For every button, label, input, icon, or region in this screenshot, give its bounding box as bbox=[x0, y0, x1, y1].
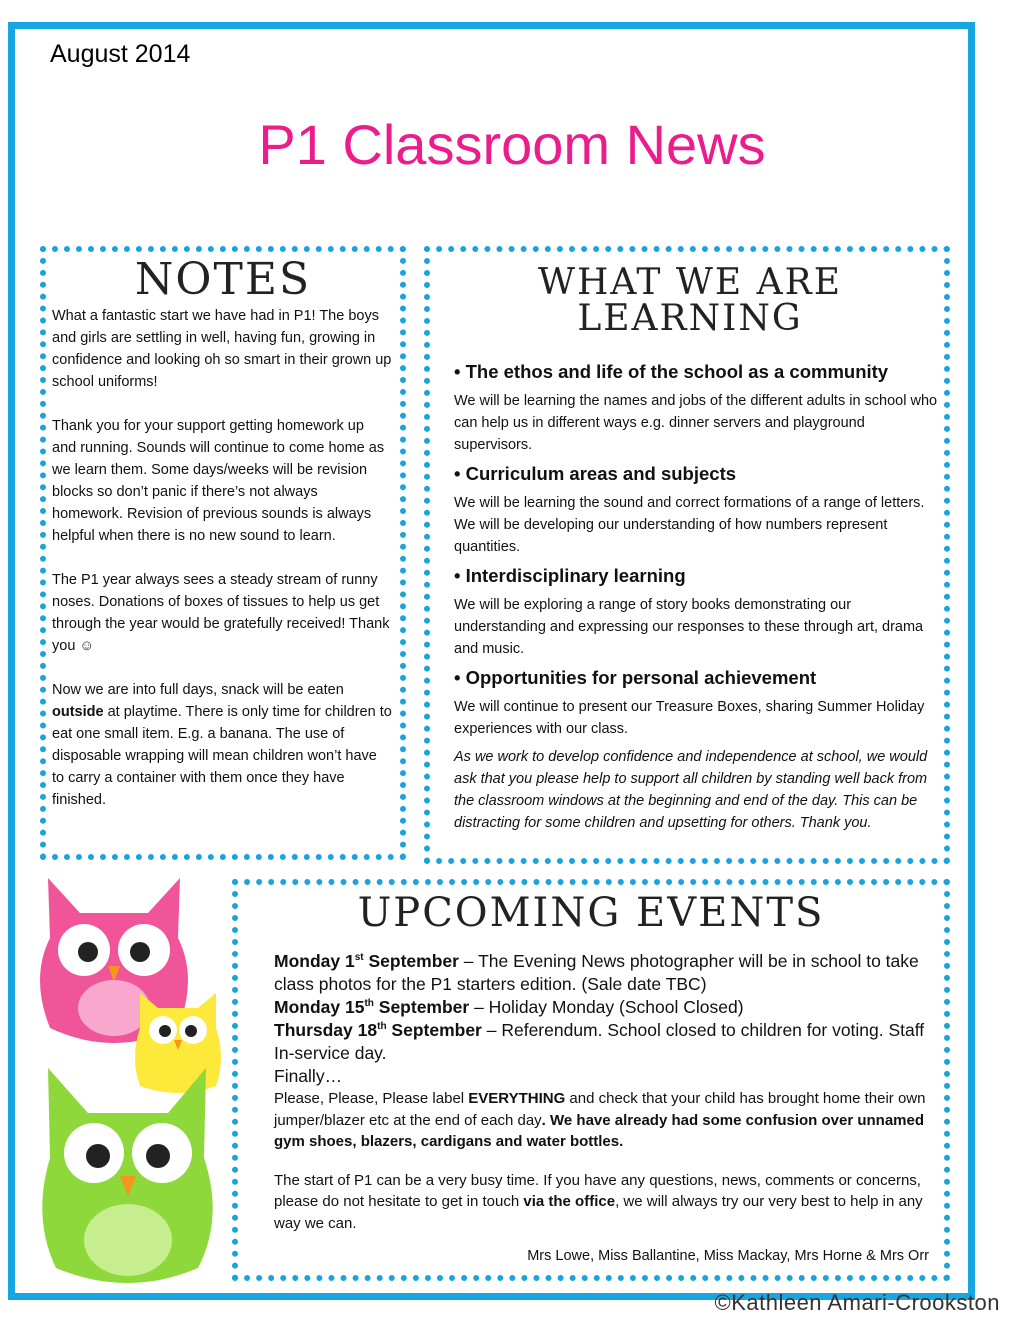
event-date: Monday 15 bbox=[274, 997, 365, 1017]
copyright-notice: ©Kathleen Amari-Crookston bbox=[714, 1290, 1000, 1315]
owls-illustration bbox=[28, 858, 240, 1300]
event-description: – Referendum. School closed to children for voting. Staff In-service day. bbox=[274, 1020, 925, 1063]
event-item bbox=[274, 996, 934, 1019]
events-body bbox=[274, 950, 934, 1234]
event-month: September bbox=[373, 997, 470, 1017]
label-everything: EVERYTHING bbox=[468, 1090, 566, 1107]
notes-paragraph: What a fantastic start we have had in P1! The boys and girls are settling in well, having fun, growing in confidence and looking oh so smart in their grown up school uniforms! bbox=[52, 308, 392, 390]
learning-section-body: We will be learning the names and jobs of the different adults in school who can help us in different ways e.g. dinner servers and playground supervisors. bbox=[454, 393, 938, 453]
label-reminder bbox=[274, 1088, 934, 1153]
snack-outside: outside bbox=[52, 704, 104, 720]
notes-snack-paragraph bbox=[52, 679, 392, 811]
label-confusion: . We have already had some confusion over unnamed gym shoes, blazers, cardigans and water bottles. bbox=[274, 1111, 925, 1150]
learning-body bbox=[454, 360, 938, 840]
event-description: – Holiday Monday (School Closed) bbox=[469, 997, 744, 1017]
event-item bbox=[274, 1019, 934, 1065]
event-month: September bbox=[386, 1020, 482, 1040]
event-date: Thursday 18 bbox=[274, 1020, 378, 1040]
learning-section-body: We will be learning the sound and correct formations of a range of letters. We will be developing our understanding of how numbers represent quantities. bbox=[454, 495, 925, 555]
newsletter-title: P1 Classroom News bbox=[258, 113, 766, 176]
event-month: September bbox=[363, 951, 459, 971]
notes-heading: NOTES bbox=[134, 254, 312, 305]
event-description: – The Evening News photographer will be in school to take class photos for the P1 starters edition. (Sale date TBC) bbox=[274, 951, 919, 994]
label-text: Please, Please, Please label bbox=[274, 1090, 469, 1107]
learning-section-body: We will be exploring a range of story books demonstrating our understanding and expressing our responses to these through art, drama and music. bbox=[454, 597, 924, 657]
notes-paragraph: Thank you for your support getting homework up and running. Sounds will continue to come home as we learn them. Some days/weeks will be revision blocks so don’t panic if there’s not always homework. Revision of previous sounds is always helpful when there is no new sound to learn. bbox=[52, 418, 385, 544]
notes-body bbox=[52, 305, 392, 833]
learning-heading-line1: WHAT WE ARE bbox=[538, 262, 842, 303]
snack-text: Now we are into full days, snack will be eaten bbox=[52, 682, 344, 698]
event-date-suffix: th bbox=[364, 998, 374, 1010]
learning-heading bbox=[430, 262, 950, 339]
signature: Mrs Lowe, Miss Ballantine, Miss Mackay, Mrs Horne & Mrs Orr bbox=[527, 1248, 929, 1264]
newsletter-date: August 2014 bbox=[50, 40, 191, 68]
contact-text-end: , we will always try our very best to help in any way we can. bbox=[274, 1193, 923, 1232]
event-date-suffix: st bbox=[354, 952, 364, 964]
finally-heading: Finally… bbox=[274, 1066, 343, 1086]
green-owl-icon bbox=[42, 1068, 212, 1283]
events-heading: UPCOMING EVENTS bbox=[357, 890, 825, 936]
event-date-suffix: th bbox=[377, 1021, 387, 1033]
notes-paragraph: The P1 year always sees a steady stream of runny noses. Donations of boxes of tissues to help us get through the year would be gratefully received! Thank you ☺ bbox=[52, 572, 390, 654]
learning-section-title: • Curriculum areas and subjects bbox=[454, 463, 737, 484]
learning-section-title: • Interdisciplinary learning bbox=[454, 565, 686, 586]
label-text-2: and check that your child has brought home their own jumper/blazer etc at the end of each day bbox=[274, 1090, 926, 1129]
yellow-owl-icon bbox=[135, 993, 221, 1093]
contact-text: The start of P1 can be a very busy time. If you have any questions, news, comments or concerns, please do not hesitate to get in touch bbox=[274, 1171, 921, 1210]
learning-section-title: • The ethos and life of the school as a community bbox=[454, 361, 889, 382]
contact-office: via the office bbox=[523, 1193, 616, 1210]
learning-section-title: • Opportunities for personal achievement bbox=[454, 667, 817, 688]
contact-paragraph bbox=[274, 1170, 934, 1235]
event-item bbox=[274, 950, 934, 996]
learning-section-body: We will continue to present our Treasure Boxes, sharing Summer Holiday experiences with our class. bbox=[454, 699, 925, 737]
snack-text-end: at playtime. There is only time for children to eat one small item. E.g. a banana. The use of disposable wrapping will mean children won’t have to carry a container with them once they have finished. bbox=[52, 704, 392, 808]
learning-note: As we work to develop confidence and independence at school, we would ask that you please help to support all children by standing well back from the classroom windows at the beginning and end of the day. This can be distracting for some children and upsetting for others. Thank you. bbox=[454, 749, 928, 831]
learning-heading-line2: LEARNING bbox=[577, 298, 803, 339]
event-date: Monday 1 bbox=[274, 951, 355, 971]
